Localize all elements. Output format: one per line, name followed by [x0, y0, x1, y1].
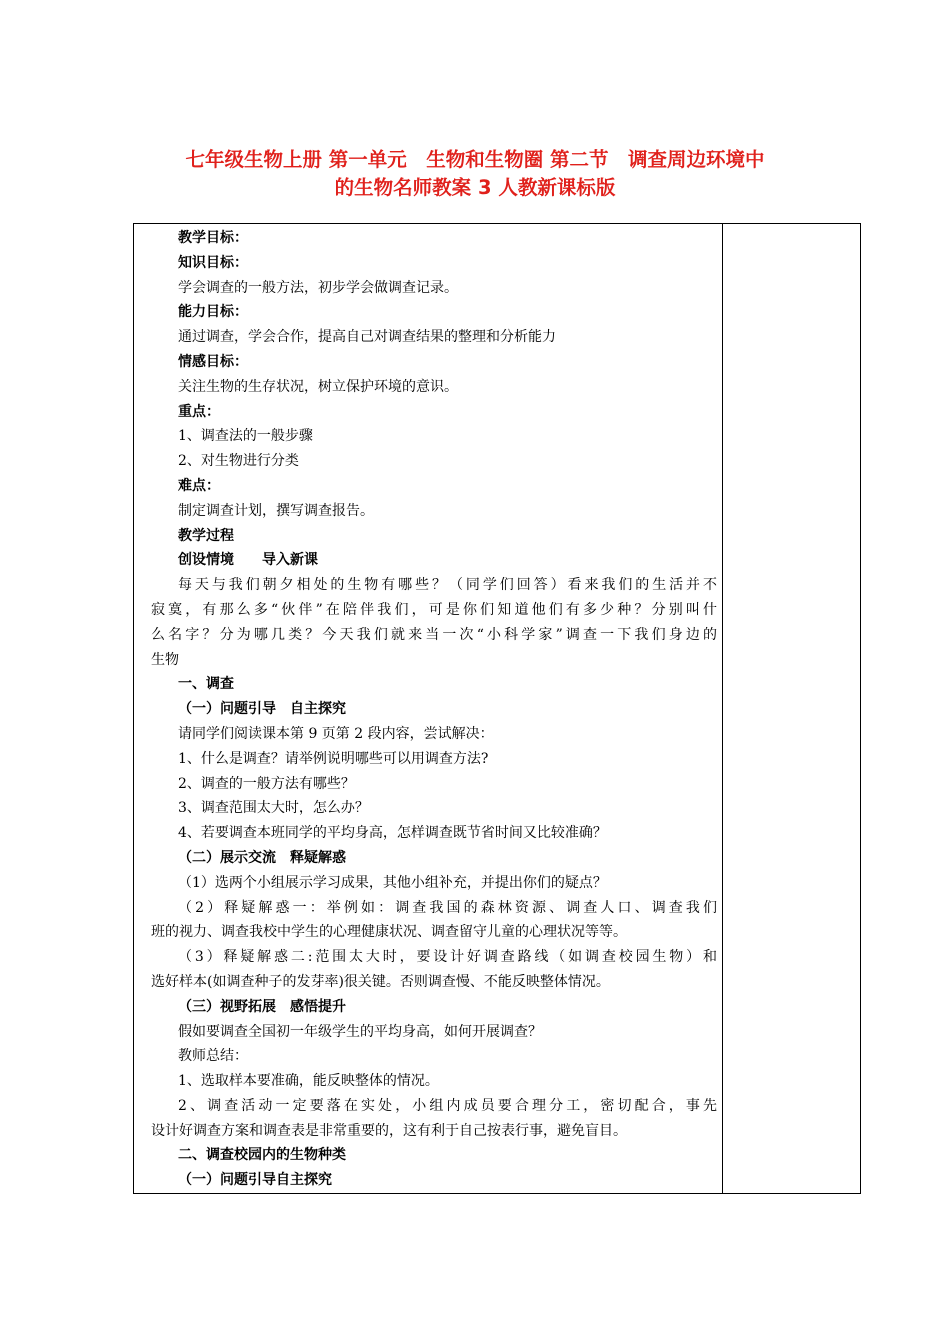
body-text-line: 寂寞，有那么多“伙伴”在陪伴我们，可是你们知道他们有多少种？分别叫什: [151, 601, 717, 618]
section-heading: （三）视野拓展 感悟提升: [178, 998, 346, 1015]
section-heading: 教学过程: [178, 527, 234, 544]
body-text-line: 关注生物的生存状况，树立保护环境的意识。: [178, 378, 458, 395]
body-text-line: 制定调查计划，撰写调查报告。: [178, 502, 374, 519]
body-text-line: 4、若要调查本班同学的平均身高，怎样调查既节省时间又比较准确？: [178, 825, 607, 842]
body-text-line: 教师总结：: [178, 1048, 248, 1065]
body-text-line: 选好样本(如调查种子的发芽率)很关键。否则调查慢、不能反映整体情况。: [151, 973, 610, 990]
body-text-line: 设计好调查方案和调查表是非常重要的，这有利于自己按表行事，避免盲目。: [151, 1122, 627, 1139]
body-text-line: 2、对生物进行分类: [178, 453, 299, 470]
section-heading: 情感目标：: [178, 353, 248, 370]
body-text-line: 通过调查，学会合作，提高自己对调查结果的整理和分析能力: [178, 329, 556, 346]
section-heading: （一）问题引导 自主探究: [178, 701, 346, 718]
section-heading: 能力目标：: [178, 304, 248, 321]
body-text-line: 3、调查范围太大时，怎么办？: [178, 800, 369, 817]
body-text-line: （3）释疑解惑二:范围太大时，要设计好调查路线（如调查校园生物）和: [178, 949, 717, 966]
body-text-line: 1、什么是调查？请举例说明哪些可以用调查方法?: [178, 750, 489, 767]
body-text-line: 么名字？分为哪几类？今天我们就来当一次“小科学家”调查一下我们身边的: [151, 626, 717, 643]
section-heading: 教学目标：: [178, 230, 248, 246]
body-text-line: 请同学们阅读课本第 9 页第 2 段内容，尝试解决：: [178, 725, 494, 742]
document-title: [120, 146, 830, 202]
body-text-line: 2、调查活动一定要落在实处，小组内成员要合理分工，密切配合，事先: [178, 1097, 717, 1114]
section-heading: 一、调查: [178, 676, 234, 693]
section-heading: 重点：: [178, 403, 220, 420]
notes-cell: [723, 224, 860, 1193]
title-line-2: 的生物名师教案 3 人教新课标版: [334, 176, 616, 199]
body-text-line: （2）释疑解惑一：举例如：调查我国的森林资源、调查人口、调查我们: [178, 899, 717, 916]
body-text-line: 1、选取样本要准确，能反映整体的情况。: [178, 1073, 439, 1090]
section-heading: 二、调查校园内的生物种类: [178, 1147, 346, 1164]
body-text-line: 1、调查法的一般步骤: [178, 428, 313, 445]
title-line-1: 七年级生物上册 第一单元 生物和生物圈 第二节 调查周边环境中: [185, 148, 765, 171]
section-heading: 知识目标：: [178, 254, 248, 271]
section-heading: 创设情境 导入新课: [178, 552, 318, 569]
body-text-line: （1）选两个小组展示学习成果，其他小组补充，并提出你们的疑点？: [178, 874, 607, 891]
body-text-line: 假如要调查全国初一年级学生的平均身高，如何开展调查？: [178, 1023, 542, 1040]
body-text-line: 生物: [151, 651, 179, 668]
body-text-line: 2、调查的一般方法有哪些？: [178, 775, 355, 792]
section-heading: 难点：: [178, 477, 220, 494]
body-text-line: 每天与我们朝夕相处的生物有哪些？（同学们回答）看来我们的生活并不: [178, 577, 717, 594]
body-text-line: 班的视力、调查我校中学生的心理健康状况、调查留守儿童的心理状况等等。: [151, 924, 627, 941]
lesson-content-cell: [151, 226, 717, 1193]
body-text-line: 学会调查的一般方法，初步学会做调查记录。: [178, 279, 458, 296]
section-heading: （二）展示交流 释疑解惑: [178, 849, 346, 866]
section-heading: （一）问题引导自主探究: [178, 1172, 332, 1189]
